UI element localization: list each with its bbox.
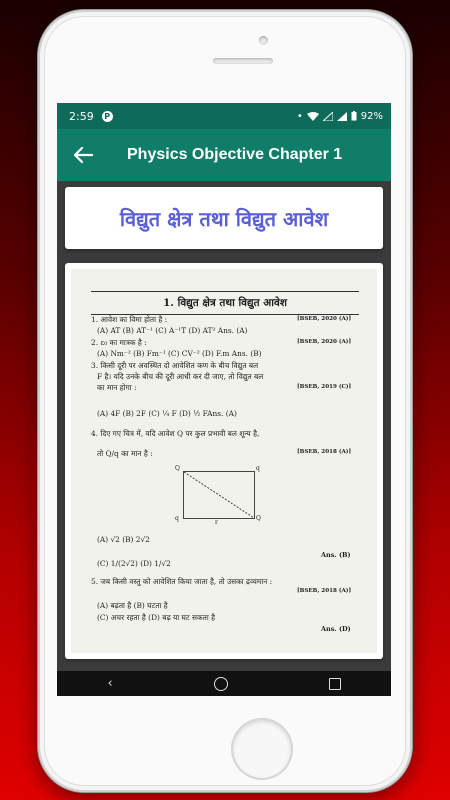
dot-icon: •: [296, 110, 303, 122]
battery-icon: [351, 111, 357, 121]
question-line: का मान होगा :: [97, 383, 137, 392]
option-line: (C) 1/(2√2) (D) 1/√2: [97, 559, 171, 568]
charge-square-figure: [183, 471, 255, 519]
option-line: (A) बढ़ता है (B) घटता है: [97, 601, 168, 610]
navigation-bar: [57, 671, 391, 696]
app-notification-icon: P: [102, 111, 113, 122]
home-button[interactable]: [233, 720, 291, 778]
source-tag: [BSEB, 2018 (A)]: [297, 449, 352, 455]
chapter-title-card: [65, 187, 383, 249]
answer-tag: Ans. (B): [321, 551, 351, 559]
option-line: (A) AT (B) AT⁻¹ (C) A⁻¹T (D) AT² Ans. (A): [97, 326, 248, 335]
chapter-title: विद्युत क्षेत्र तथा विद्युत आवेश: [119, 206, 329, 231]
status-bar: [57, 103, 391, 129]
front-camera: [259, 36, 268, 45]
scan-header: 1. विद्युत क्षेत्र तथा विद्युत आवेश: [91, 291, 359, 315]
wifi-icon: [307, 112, 319, 121]
earpiece-speaker: [213, 58, 273, 64]
nav-home-icon[interactable]: [214, 677, 228, 691]
back-button[interactable]: [69, 141, 97, 169]
phone-screen: [57, 103, 391, 696]
source-tag: [BSEB, 2020 (A)]: [297, 316, 352, 322]
battery-percent: 92%: [360, 110, 383, 122]
arrow-left-icon: [73, 147, 93, 163]
status-indicators: [297, 111, 383, 122]
question-image-card[interactable]: [65, 263, 383, 659]
question-line: 2. ε₀ का मात्रक है :: [91, 338, 147, 347]
scanned-page: [71, 269, 377, 653]
answer-tag: Ans. (D): [321, 625, 351, 633]
source-tag: [BSEB, 2019 (C)]: [297, 384, 352, 390]
question-line: 4. दिए गए चित्र में, यदि आवेश Q पर कुल प्रभावी बल शून्य है,: [91, 429, 260, 438]
question-line: 1. आवेश का विमा होता है :: [91, 315, 168, 324]
figure-label-br: Q: [256, 515, 261, 522]
question-line: 5. जब किसी वस्तु को आवेशित किया जाता है, तो उसका द्रव्यमान :: [91, 577, 273, 586]
status-time: 2:59: [69, 109, 94, 123]
option-line: (A) 4F (B) 2F (C) ¼ F (D) ½ FAns. (A): [97, 409, 237, 418]
figure-label-side: r: [215, 519, 218, 526]
figure-label-tl: Q: [175, 465, 180, 472]
figure-label-bl: q: [175, 515, 179, 522]
question-line: F है। यदि उनके बीच की दूरी आधी कर दी जाए, तो विद्युत बल: [97, 372, 264, 381]
nav-recent-icon[interactable]: [329, 678, 341, 690]
option-line: (A) Nm⁻² (B) Fm⁻¹ (C) CV⁻² (D) F.m Ans. (B): [97, 349, 262, 358]
option-line: (A) √2 (B) 2√2: [97, 535, 150, 544]
question-line: तो Q/q का मान है :: [97, 449, 153, 458]
signal-icon-2: [337, 112, 347, 121]
option-line: (C) अचर रहता है (D) बढ़ या घट सकता है: [97, 613, 216, 622]
figure-label-tr: q: [256, 465, 260, 472]
source-tag: [BSEB, 2018 (A)]: [297, 588, 352, 594]
question-line: 3. किसी दूरी पर अवस्थित दो आवेशित कण के बीच विद्युत बल: [91, 361, 259, 370]
signal-icon: [323, 112, 333, 121]
app-bar: [57, 129, 391, 181]
app-title: Physics Objective Chapter 1: [127, 146, 343, 163]
content-area[interactable]: [57, 181, 391, 671]
nav-back-icon[interactable]: ‹: [107, 676, 113, 691]
source-tag: [BSEB, 2020 (A)]: [297, 339, 352, 345]
